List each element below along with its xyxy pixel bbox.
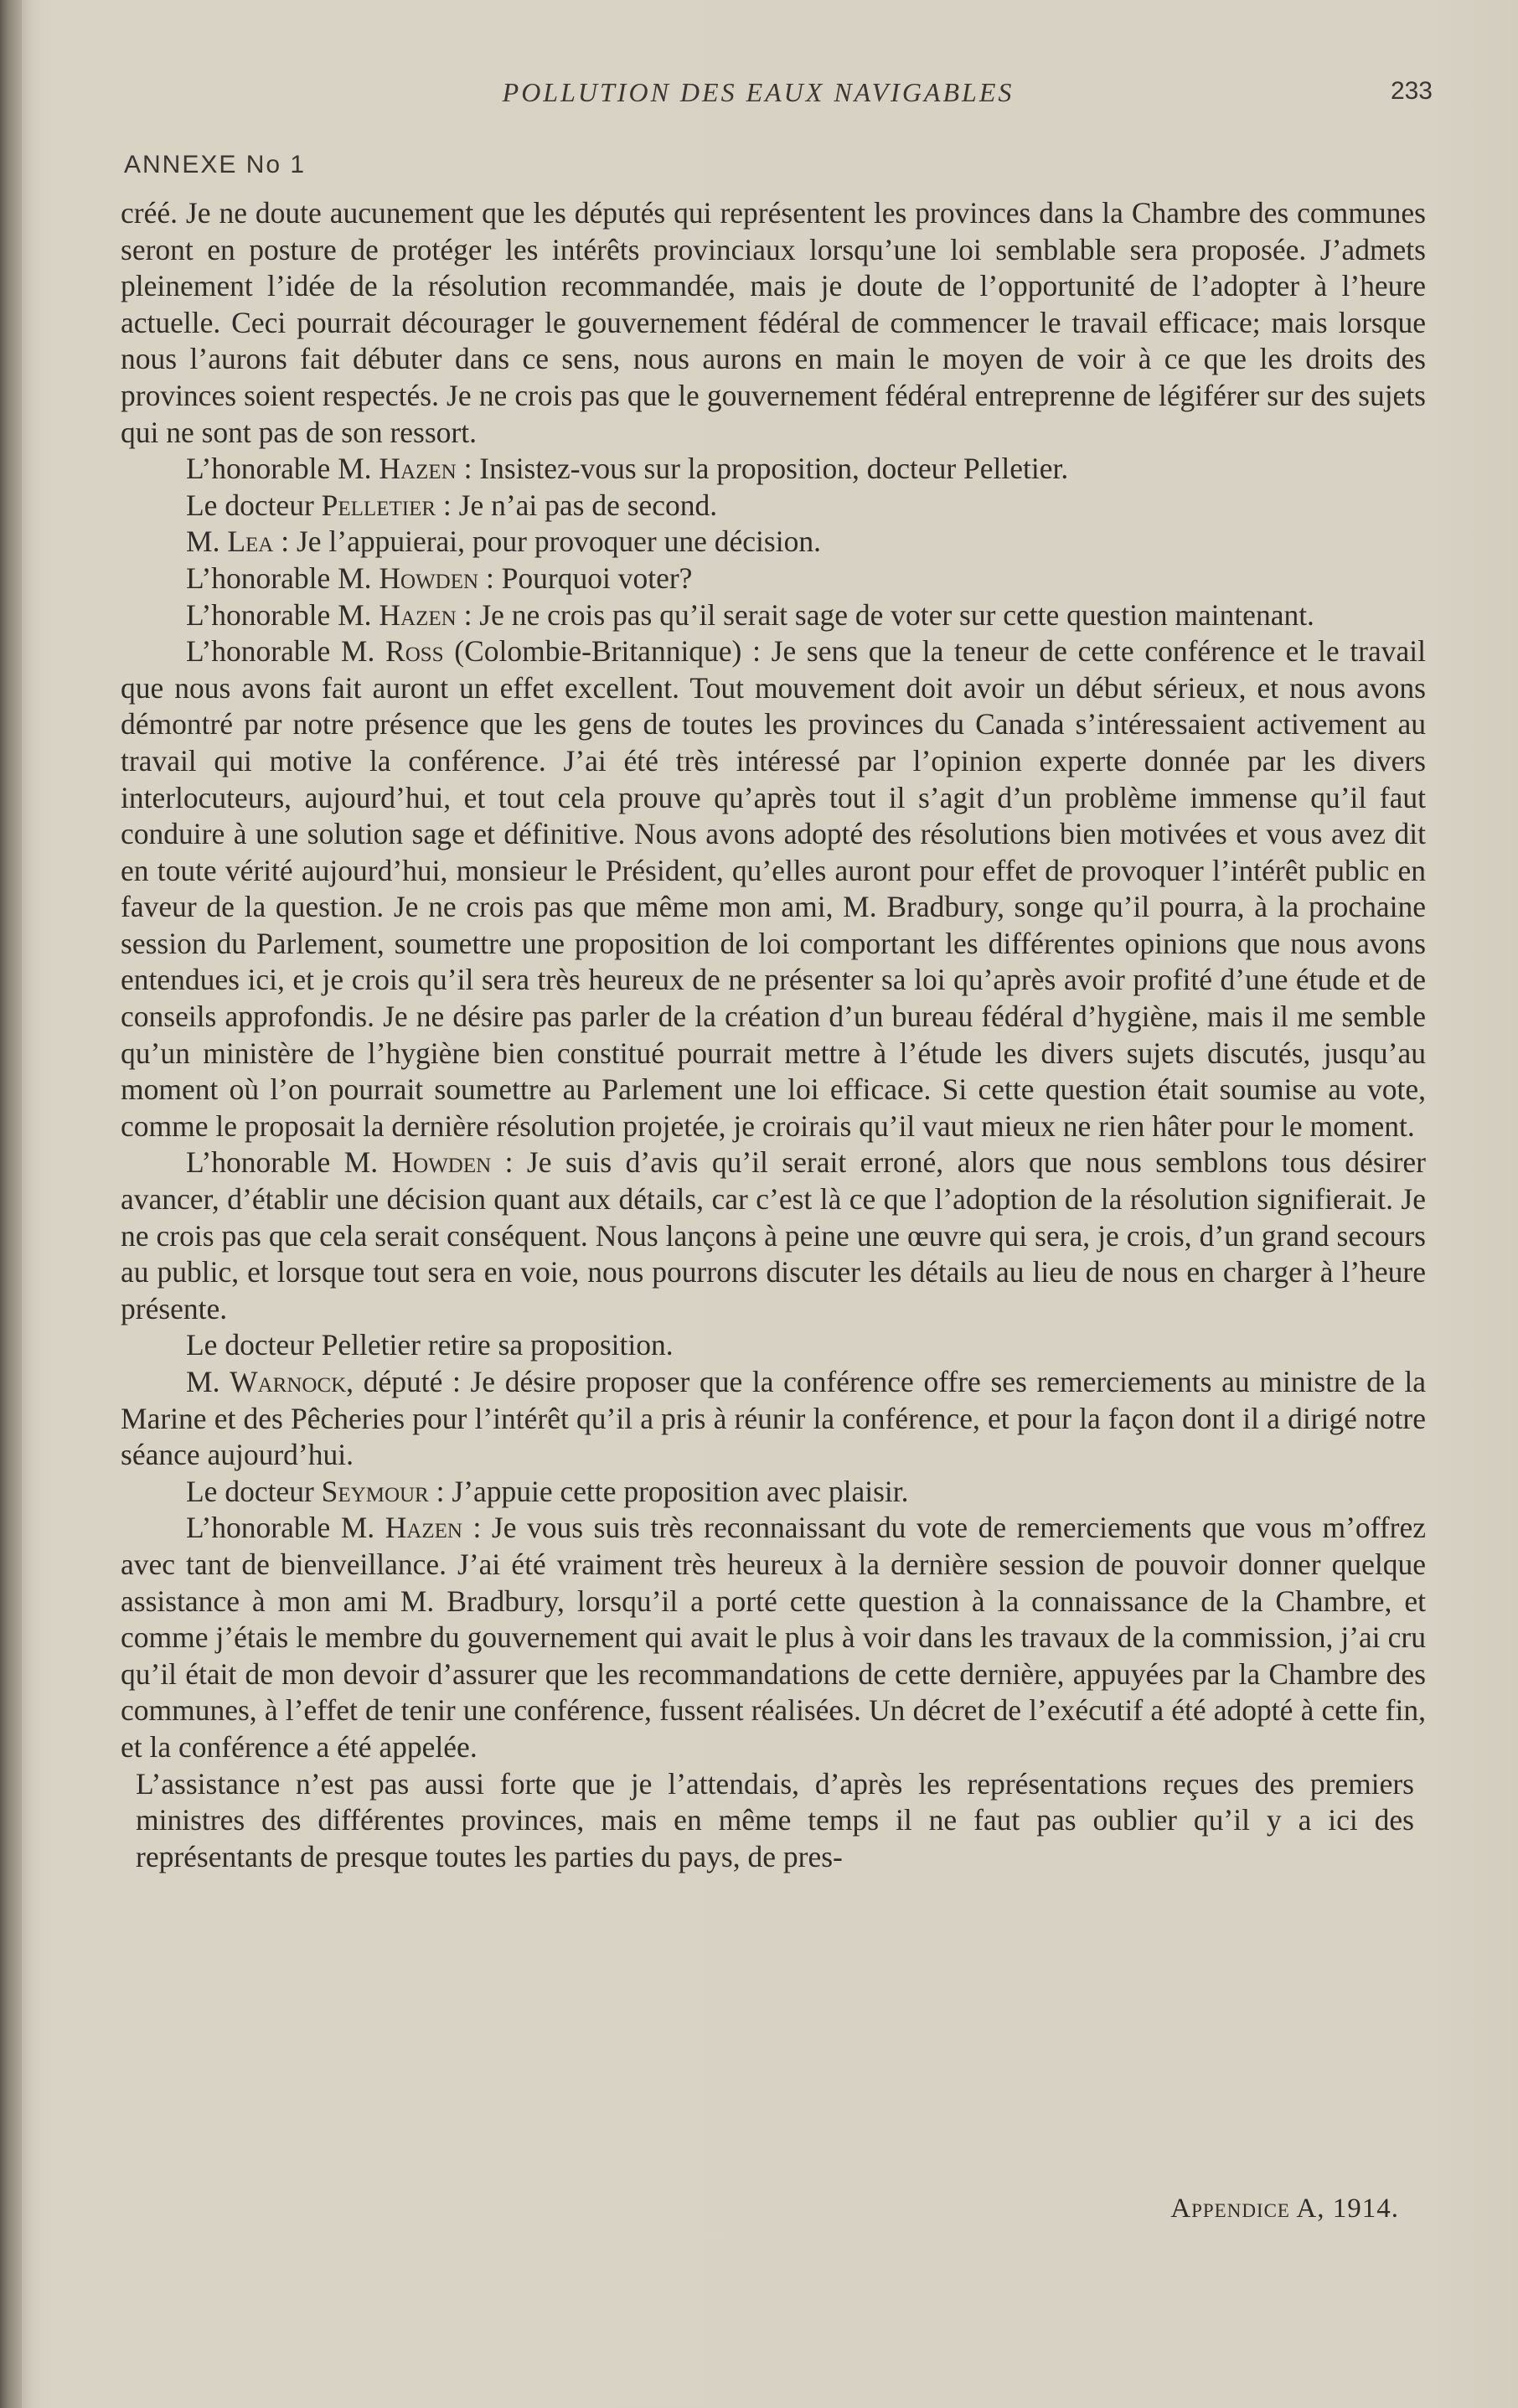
speech-text: , député : Je désire proposer que la conférence offre ses remerciements au ministre de la Marine et des Pêcheries pour l’intérêt qu’il a pris à réunir la conférence, et pour la façon dont il a dirigé notre séance aujourd’hui.	[121, 1365, 1426, 1472]
speech-paragraph	[121, 1364, 1426, 1474]
speech-paragraph	[121, 597, 1426, 634]
speaker-prefix: L’honorable M.	[186, 634, 386, 669]
speaker-name: Lea	[227, 524, 274, 559]
speech-paragraph	[121, 561, 1426, 597]
speaker-name: Howden	[391, 1145, 492, 1180]
speaker-name: Hazen	[385, 1511, 462, 1545]
speech-paragraph	[121, 633, 1426, 1145]
speech-paragraph	[121, 1510, 1426, 1765]
speaker-name: Warnock	[230, 1365, 347, 1398]
speech-paragraph	[121, 488, 1426, 524]
speech-text: : Pourquoi voter?	[478, 561, 693, 595]
speaker-name: Pelletier	[321, 488, 436, 522]
speech-text: : J’appuie cette proposition avec plaisir.	[428, 1474, 909, 1508]
appendix-year: A, 1914.	[1289, 2194, 1399, 2224]
speech-text: : Je vous suis très reconnaissant du vote de remerciements que vous m’offrez avec tant de bienveillance. J’ai été vraiment très heureux à la dernière session de pouvoir donner quelque assistance à mon ami M. Bradbury, lorsqu’il a porté cette question à la connaissance de la Chambre, et comme j’étais le membre du gouvernement qui avait le plus à voir dans les travaux de la commission, j’ai cru qu’il était de mon devoir d’assurer que les recommandations de cette dernière, appuyées par la Chambre des communes, à l’effet de tenir une conférence, fussent réalisées. Un décret de l’exécutif a été adopté à cette fin, et la conférence a été appelée.	[121, 1511, 1426, 1764]
appendix-label: Appendice	[1170, 2194, 1290, 2224]
appendix-footer	[1005, 2194, 1399, 2225]
speaker-prefix: M.	[186, 1365, 230, 1398]
speech-text: (Colombie-Britannique) : Je sens que la teneur de cette conférence et le travail que nous avons fait auront un effet excellent. Tout mouvement doit avoir un début sérieux, et nous avons démontré par notre présence que les gens de toutes les provinces du Canada s’intéressaient activement au travail qui motive la conférence. J’ai été très intéressé par l’opinion experte donnée par les divers interlocuteurs, aujourd’hui, et tout cela prouve qu’après tout il s’agit d’un problème immense qu’il faut conduire à une solution sage et définitive. Nous avons adopté des résolutions bien motivées et vous avez dit en toute vérité aujourd’hui, monsieur le Président, qu’elles auront pour effet de provoquer l’intérêt public en faveur de la question. Je ne crois pas que même mon ami, M. Bradbury, songe qu’il pourra, à la prochaine session du Parlement, soumettre une proposition de loi comportant les différentes opinions que nous avons entendues ici, et je crois qu’il sera très heureux de ne présenter sa loi qu’après avoir profité d’une étude et de conseils approfondis. Je ne désire pas parler de la création d’un bureau fédéral d’hygiène, mais il me semble qu’un ministère de l’hygiène bien constitué pourrait mettre à l’étude les divers sujets discutés, jusqu’au moment où l’on pourrait soumettre au Parlement une loi efficace. Si cette question était soumise au vote, comme le proposait la dernière résolution projetée, je croirais qu’il vaut mieux ne rien hâter pour le moment.	[121, 634, 1426, 1143]
speaker-prefix: Le docteur	[186, 1474, 322, 1508]
running-title: POLLUTION DES EAUX NAVIGABLES	[502, 77, 1015, 107]
speaker-name: Ross	[385, 634, 444, 669]
speech-text: : Je ne crois pas qu’il serait sage de voter sur cette question maintenant.	[456, 597, 1314, 632]
speaker-name: Hazen	[379, 452, 457, 486]
speaker-prefix: L’honorable M.	[186, 597, 380, 632]
paragraph: créé. Je ne doute aucunement que les députés qui représentent les provinces dans la Chambre des communes seront en posture de protéger les intérêts provinciaux lorsqu’une loi semblable sera proposée. J’admets pleinement l’idée de la résolution recommandée, mais je doute de l’opportunité de l’adopter à l’heure actuelle. Ceci pourrait décourager le gouvernement fédéral de commencer le travail efficace; mais lorsque nous l’aurons fait débuter dans ce sens, nous aurons en main le moyen de voir à ce que les droits des provinces soient respectés. Je ne crois pas que le gouvernement fédéral entreprenne de légiférer sur des sujets qui ne sont pas de son ressort.	[121, 196, 1426, 449]
paragraph: Le docteur Pelletier retire sa proposition.	[186, 1328, 674, 1362]
speaker-name: Hazen	[379, 597, 457, 632]
speaker-prefix: L’honorable M.	[186, 452, 380, 486]
speech-paragraph	[121, 1474, 1426, 1511]
body-text	[121, 195, 1426, 1875]
speech-text: : Je suis d’avis qu’il serait erroné, alors que nous semblons tous désirer avancer, d’établir une décision quant aux détails, car c’est là ce que l’adoption de la résolution signifierait. Je ne crois pas que cela serait conséquent. Nous lançons à peine une œuvre qui sera, je crois, d’un grand secours au public, et lorsque tout sera en voie, nous pourrons discuter les détails au lieu de nous en charger à l’heure présente.	[121, 1145, 1426, 1325]
speech-paragraph	[121, 1145, 1426, 1327]
speaker-name: Seymour	[321, 1474, 429, 1508]
speech-text: : Je l’appuierai, pour provoquer une décision.	[273, 524, 821, 559]
speaker-prefix: Le docteur	[186, 488, 322, 522]
speaker-prefix: L’honorable M.	[186, 561, 380, 595]
speech-paragraph	[121, 524, 1426, 561]
speaker-prefix: L’honorable M.	[186, 1511, 385, 1545]
speaker-prefix: M.	[186, 524, 228, 559]
speech-paragraph	[121, 451, 1426, 488]
paragraph: L’assistance n’est pas aussi forte que je l’attendais, d’après les représentations reçues des premiers ministres des différentes provinces, mais en même temps il ne faut pas oublier qu’il y a ici des représentants de presque toutes les parties du pays, de pres-	[136, 1766, 1414, 1873]
speech-text: : Je n’ai pas de second.	[436, 488, 718, 522]
speaker-name: Howden	[379, 561, 479, 595]
speech-text: : Insistez-vous sur la proposition, docteur Pelletier.	[456, 452, 1069, 486]
speaker-prefix: L’honorable M.	[186, 1145, 392, 1180]
page-binding-edge	[0, 0, 22, 2408]
page-number: 233	[1390, 77, 1433, 105]
annex-label: ANNEXE No 1	[124, 151, 307, 178]
